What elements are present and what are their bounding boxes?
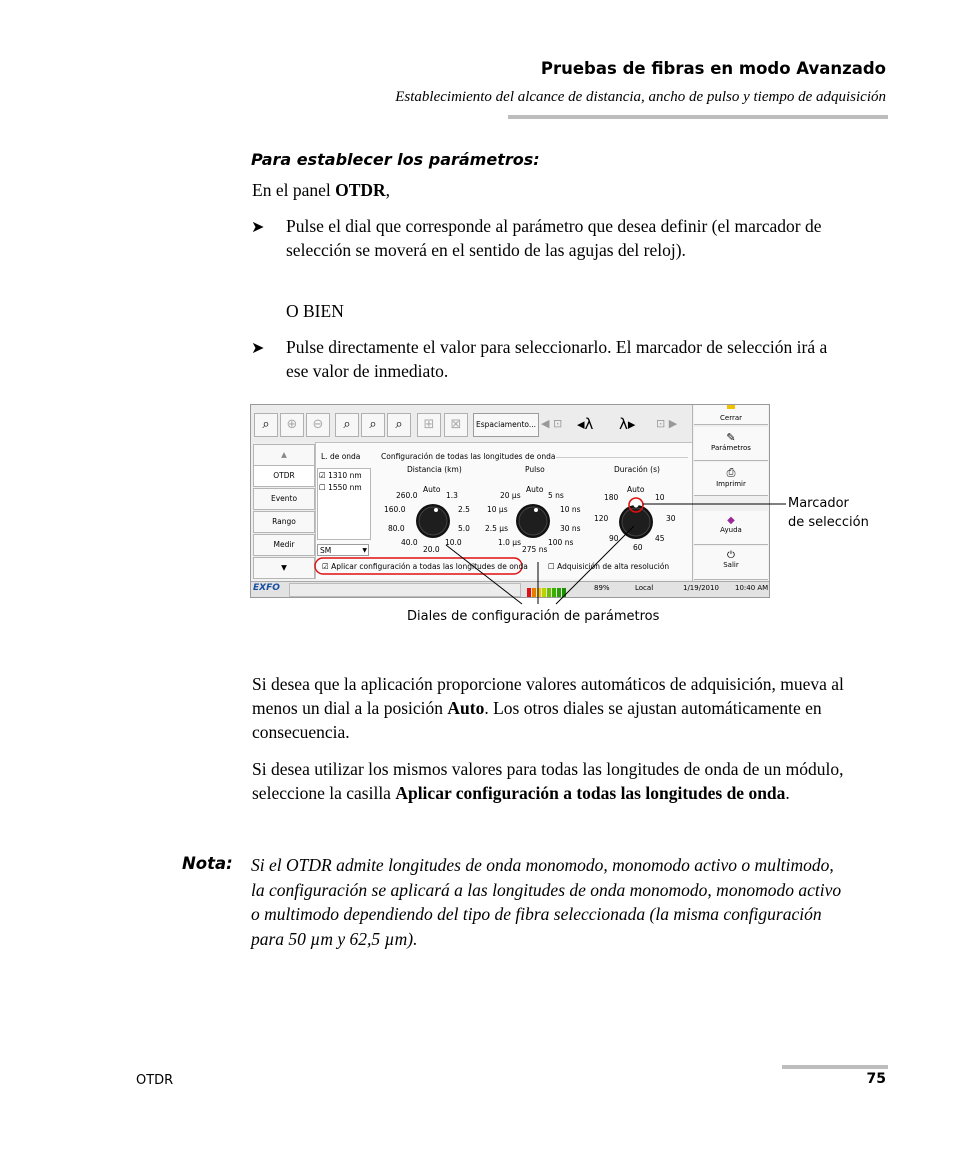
dial-label[interactable]: 30 — [666, 514, 676, 523]
dial-label[interactable]: 120 — [594, 514, 609, 523]
parameters-button[interactable]: ✎ Parámetros — [694, 427, 768, 461]
zoom-out-icon[interactable]: ⊖ — [306, 413, 330, 437]
page-number: 75 — [866, 1071, 886, 1087]
dial-label[interactable]: 60 — [633, 543, 643, 552]
fiber-type-select[interactable]: SM ▼ — [317, 544, 369, 556]
dial-label[interactable]: 5.0 — [458, 524, 470, 533]
dial-distance-title: Distancia (km) — [407, 465, 462, 474]
dial-label[interactable]: 5 ns — [548, 491, 564, 500]
bullet-icon: ➤ — [251, 338, 265, 357]
nav-down-arrow-icon[interactable]: ▼ — [253, 557, 315, 579]
footer-rule — [782, 1065, 888, 1069]
dial-label[interactable]: 260.0 — [396, 491, 418, 500]
dial-label[interactable]: Auto — [526, 485, 544, 494]
wavelength-header: L. de onda — [321, 452, 361, 461]
dials-callout: Diales de configuración de parámetros — [407, 609, 660, 624]
dial-label[interactable]: 80.0 — [388, 524, 405, 533]
prev-wavelength-button[interactable]: ◂λ — [577, 415, 594, 433]
prev-trace-icon[interactable]: ◀ ⊡ — [541, 417, 563, 430]
apply-all-checkbox[interactable]: ☑ Aplicar configuración a todas las longitudes de onda — [322, 562, 528, 571]
status-date: 1/19/2010 — [683, 584, 719, 592]
wavelength-1310[interactable]: ☑ 1310 nm — [319, 471, 362, 480]
chevron-down-icon: ▼ — [362, 547, 367, 554]
dial-label[interactable]: Auto — [627, 485, 645, 494]
edit-icon: ✎ — [726, 431, 736, 444]
zoom-horizontal-icon[interactable]: ⌕ — [335, 413, 359, 437]
spacing-button[interactable]: Espaciamento... — [473, 413, 539, 437]
overlay-icon[interactable]: ⊠ — [444, 413, 468, 437]
dial-label[interactable]: 1.0 µs — [498, 538, 521, 547]
or-text: O BIEN — [286, 301, 344, 321]
dial-label[interactable]: 2.5 µs — [485, 524, 508, 533]
procedure-intro: En el panel OTDR, — [252, 180, 391, 200]
zoom-in-icon[interactable]: ⊕ — [280, 413, 304, 437]
zoom-area-icon[interactable]: ⌕ — [387, 413, 411, 437]
nav-item-rango[interactable]: Rango — [253, 511, 315, 533]
dial-duration-title: Duración (s) — [614, 465, 660, 474]
dial-label[interactable]: 40.0 — [401, 538, 418, 547]
dial-label[interactable]: 10 — [655, 493, 665, 502]
bullet-1-text: Pulse el dial que corresponde al parámetro que desea definir (el marcador de selección se moverá en el sentido de las agujas del reloj). — [286, 216, 822, 260]
dial-pulse-title: Pulso — [525, 465, 545, 474]
dial-label[interactable]: Auto — [423, 485, 441, 494]
printer-icon: ⎙ — [726, 466, 736, 479]
paragraph-apply-all: Si desea utilizar los mismos valores para todas las longitudes de onda de un módulo, seleccione la casilla Aplicar configuración a todas las longitudes de onda. — [252, 759, 844, 803]
paragraph-auto: Si desea que la aplicación proporcione valores automáticos de adquisición, mueva al menos un dial a la posición Auto. Los otros diales se ajustan automáticamente en consecuencia. — [252, 674, 844, 742]
help-icon: ◆ — [727, 515, 735, 526]
dial-label[interactable]: 100 ns — [548, 538, 574, 547]
dial-label[interactable]: 2.5 — [458, 505, 470, 514]
exit-button[interactable]: ⏻ Salir — [694, 546, 768, 580]
next-wavelength-button[interactable]: λ▸ — [619, 415, 636, 433]
marker-icon[interactable]: ⊞ — [417, 413, 441, 437]
dial-label[interactable]: 20 µs — [500, 491, 521, 500]
dial-label[interactable]: 1.3 — [446, 491, 458, 500]
battery-percent: 89% — [594, 584, 610, 592]
procedure-title: Para establecer los parámetros: — [251, 150, 540, 169]
page-header-title: Pruebas de fibras en modo Avanzado — [540, 59, 886, 78]
power-icon: ⏻ — [727, 550, 735, 561]
dial-label[interactable]: 160.0 — [384, 505, 406, 514]
footer-product: OTDR — [136, 1073, 174, 1088]
dial-label[interactable]: 90 — [609, 534, 619, 543]
bullet-icon: ➤ — [251, 217, 265, 236]
next-trace-icon[interactable]: ⊡ ▶ — [656, 417, 678, 430]
nav-item-medir[interactable]: Medir — [253, 534, 315, 556]
status-time: 10:40 AM — [735, 584, 769, 592]
dial-label[interactable]: 30 ns — [560, 524, 581, 533]
nav-item-otdr[interactable]: OTDR — [253, 465, 315, 487]
exfo-logo: EXFO — [253, 583, 280, 593]
note-text: Si el OTDR admite longitudes de onda monomodo, monomodo activo o multimodo, la configuración se aplicará a las longitudes de onda monomodo, monomodo activo o multimodo dependiendo del tipo de fibra seleccionada (la misma configuración para 50 µm y 62,5 µm). — [251, 855, 842, 949]
note-label: Nota: — [182, 854, 233, 873]
dial-label[interactable]: 275 ns — [522, 545, 548, 554]
high-res-checkbox[interactable]: ☐ Adquisición de alta resolución — [548, 562, 670, 571]
page-header-subtitle: Establecimiento del alcance de distancia, ancho de pulso y tiempo de adquisición — [395, 89, 886, 105]
nav-up-arrow-icon[interactable]: ▲ — [253, 444, 315, 466]
bullet-2-text: Pulse directamente el valor para seleccionarlo. El marcador de selección irá a ese valor de inmediato. — [286, 337, 828, 381]
zoom-fit-icon[interactable]: ⌕ — [254, 413, 278, 437]
dial-label[interactable]: 180 — [604, 493, 619, 502]
nav-item-evento[interactable]: Evento — [253, 488, 315, 510]
mode-indicator: Local — [635, 584, 654, 592]
dial-label[interactable]: 45 — [655, 534, 665, 543]
print-button[interactable]: ⎙ Imprimir — [694, 462, 768, 496]
wavelength-1550[interactable]: ☐ 1550 nm — [319, 483, 362, 492]
dial-label[interactable]: 10.0 — [445, 538, 462, 547]
selection-marker-callout: Marcador de selección — [788, 496, 869, 530]
dial-label[interactable]: 10 µs — [487, 505, 508, 514]
close-button[interactable]: Cerrar — [694, 405, 768, 425]
dial-label[interactable]: 10 ns — [560, 505, 581, 514]
zoom-vertical-icon[interactable]: ⌕ — [361, 413, 385, 437]
help-button[interactable]: ◆ Ayuda — [694, 511, 768, 545]
dial-label[interactable]: 20.0 — [423, 545, 440, 554]
config-header: Configuración de todas las longitudes de onda — [381, 452, 556, 461]
